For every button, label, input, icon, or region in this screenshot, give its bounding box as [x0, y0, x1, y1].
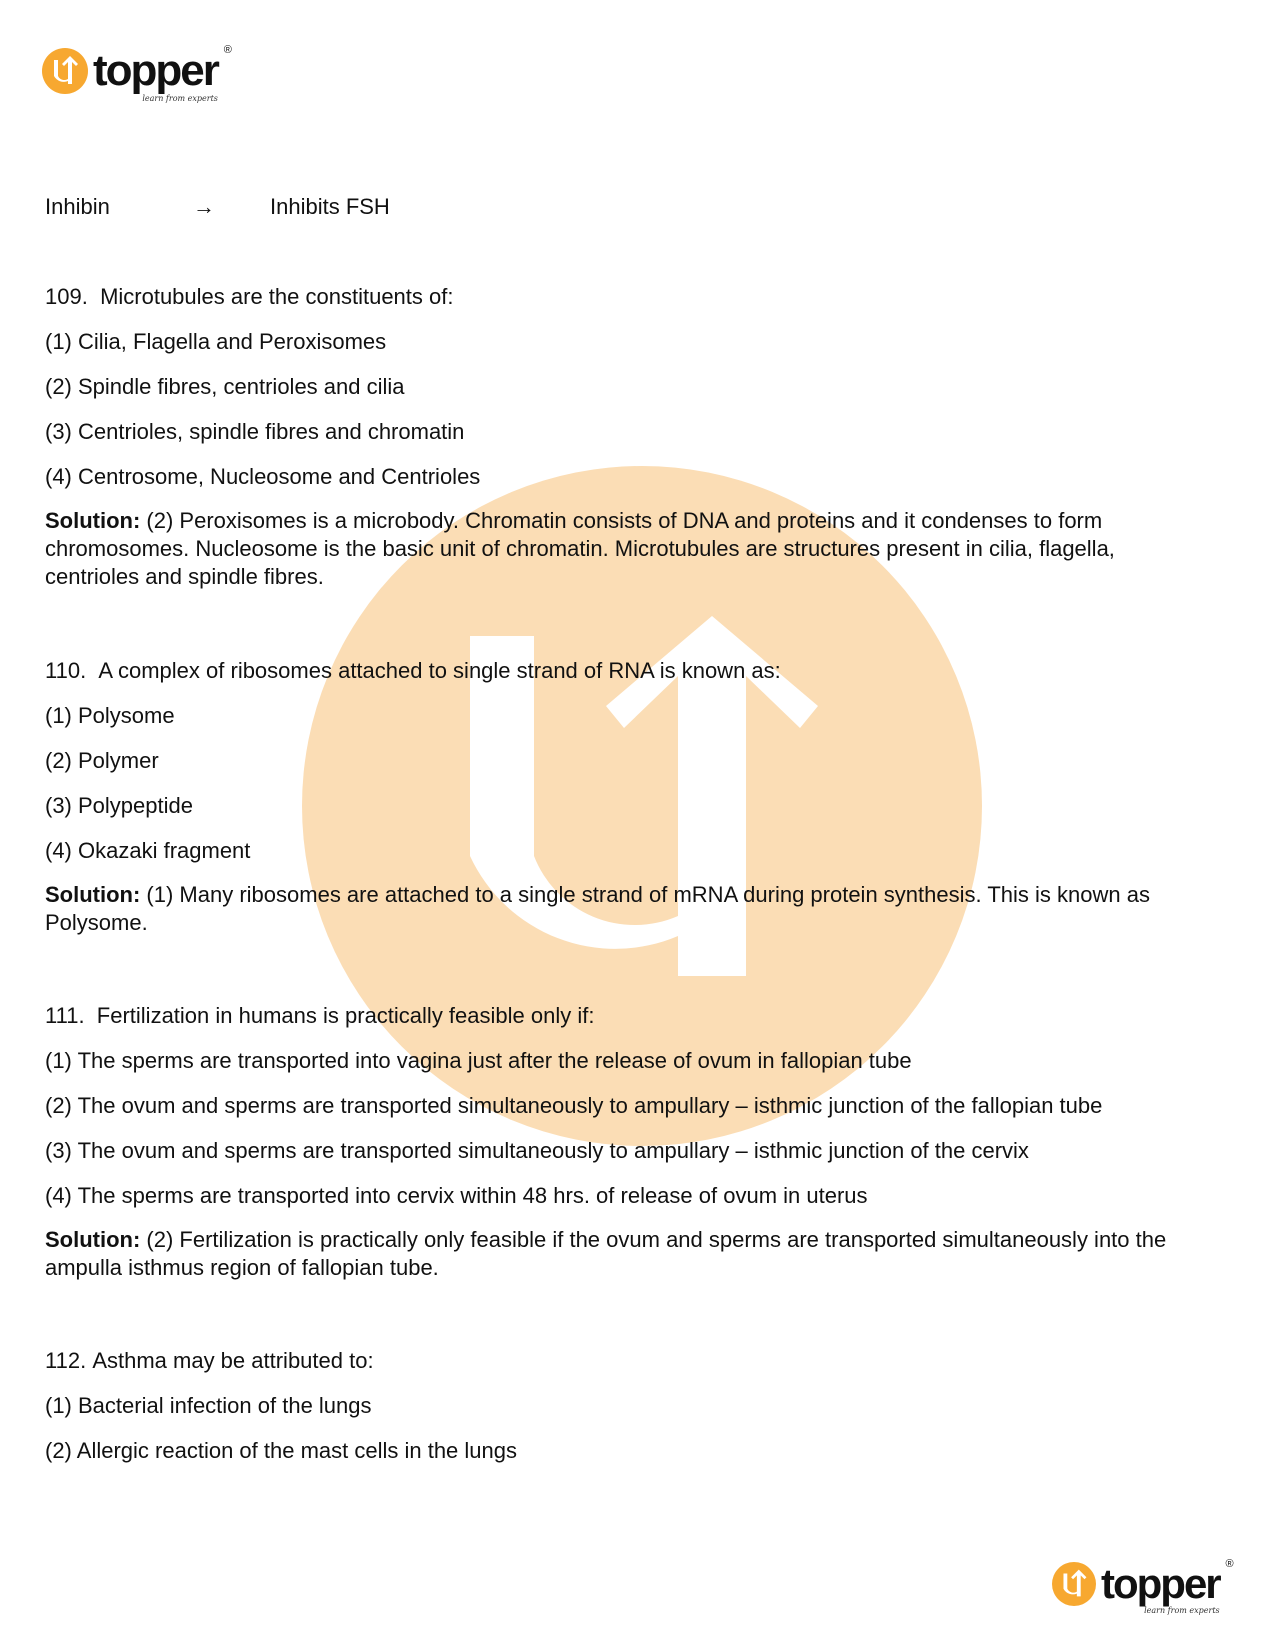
brand-tagline: learn from experts [1144, 1606, 1220, 1615]
intro-term: Inhibin [45, 194, 110, 219]
question-title: 110. A complex of ribosomes attached to single strand of RNA is known as: [45, 658, 781, 683]
intro-effect: Inhibits FSH [270, 194, 390, 219]
brand-wordmark: topper ® learn from experts [1101, 1558, 1234, 1615]
option: (1) Polysome [45, 703, 175, 728]
option: (4) Okazaki fragment [45, 838, 251, 863]
option: (3) Polypeptide [45, 793, 193, 818]
brand-logo [42, 44, 232, 103]
option: (4) Centrosome, Nucleosome and Centrioles [45, 464, 481, 489]
option: (2) The ovum and sperms are transported simultaneously to ampullary – isthmic junction of the fallopian tube [45, 1093, 1103, 1118]
option: (3) Centrioles, spindle fibres and chromatin [45, 419, 465, 444]
arrow-icon: → [193, 194, 215, 219]
solution-text: (2) Fertilization is practically only feasible if the ovum and sperms are transported simultaneously into the ampulla isthmus region of fallopian tube. [45, 1227, 1167, 1280]
solution-label: Solution: [45, 1227, 141, 1252]
solution-text: (2) Peroxisomes is a microbody. Chromatin consists of DNA and proteins and it condenses to form chromosomes. Nucleosome is the basic unit of chromatin. Microtubules are structures present in cilia, flagella, centrioles and spindle fibres. [45, 508, 1115, 589]
question-title: 112. Asthma may be attributed to: [45, 1348, 374, 1373]
brand-logo-footer [1052, 1558, 1234, 1615]
solution [45, 881, 1205, 937]
option: (4) The sperms are transported into cervix within 48 hrs. of release of ovum in uterus [45, 1183, 868, 1208]
brand-wordmark: topper ® learn from experts [93, 44, 232, 103]
option: (2) Allergic reaction of the mast cells in the lungs [45, 1438, 518, 1463]
option: (1) Cilia, Flagella and Peroxisomes [45, 329, 387, 354]
registered-mark: ® [223, 44, 232, 56]
option: (3) The ovum and sperms are transported simultaneously to ampullary – isthmic junction of the cervix [45, 1138, 1029, 1163]
option: (1) The sperms are transported into vagina just after the release of ovum in fallopian tube [45, 1048, 912, 1073]
solution-text: (1) Many ribosomes are attached to a single strand of mRNA during protein synthesis. This is known as Polysome. [45, 882, 1150, 935]
intro-line [45, 194, 390, 220]
u-arrow-icon [1052, 1562, 1096, 1606]
question-title: 109. Microtubules are the constituents of: [45, 284, 454, 309]
brand-tagline: learn from experts [142, 94, 218, 103]
u-arrow-icon [42, 48, 88, 94]
solution [45, 507, 1205, 591]
question-title: 111. Fertilization in humans is practically feasible only if: [45, 1003, 595, 1028]
solution-label: Solution: [45, 882, 141, 907]
solution [45, 1226, 1205, 1282]
option: (1) Bacterial infection of the lungs [45, 1393, 372, 1418]
option: (2) Polymer [45, 748, 159, 773]
option: (2) Spindle fibres, centrioles and cilia [45, 374, 405, 399]
registered-mark: ® [1225, 1558, 1234, 1570]
solution-label: Solution: [45, 508, 141, 533]
